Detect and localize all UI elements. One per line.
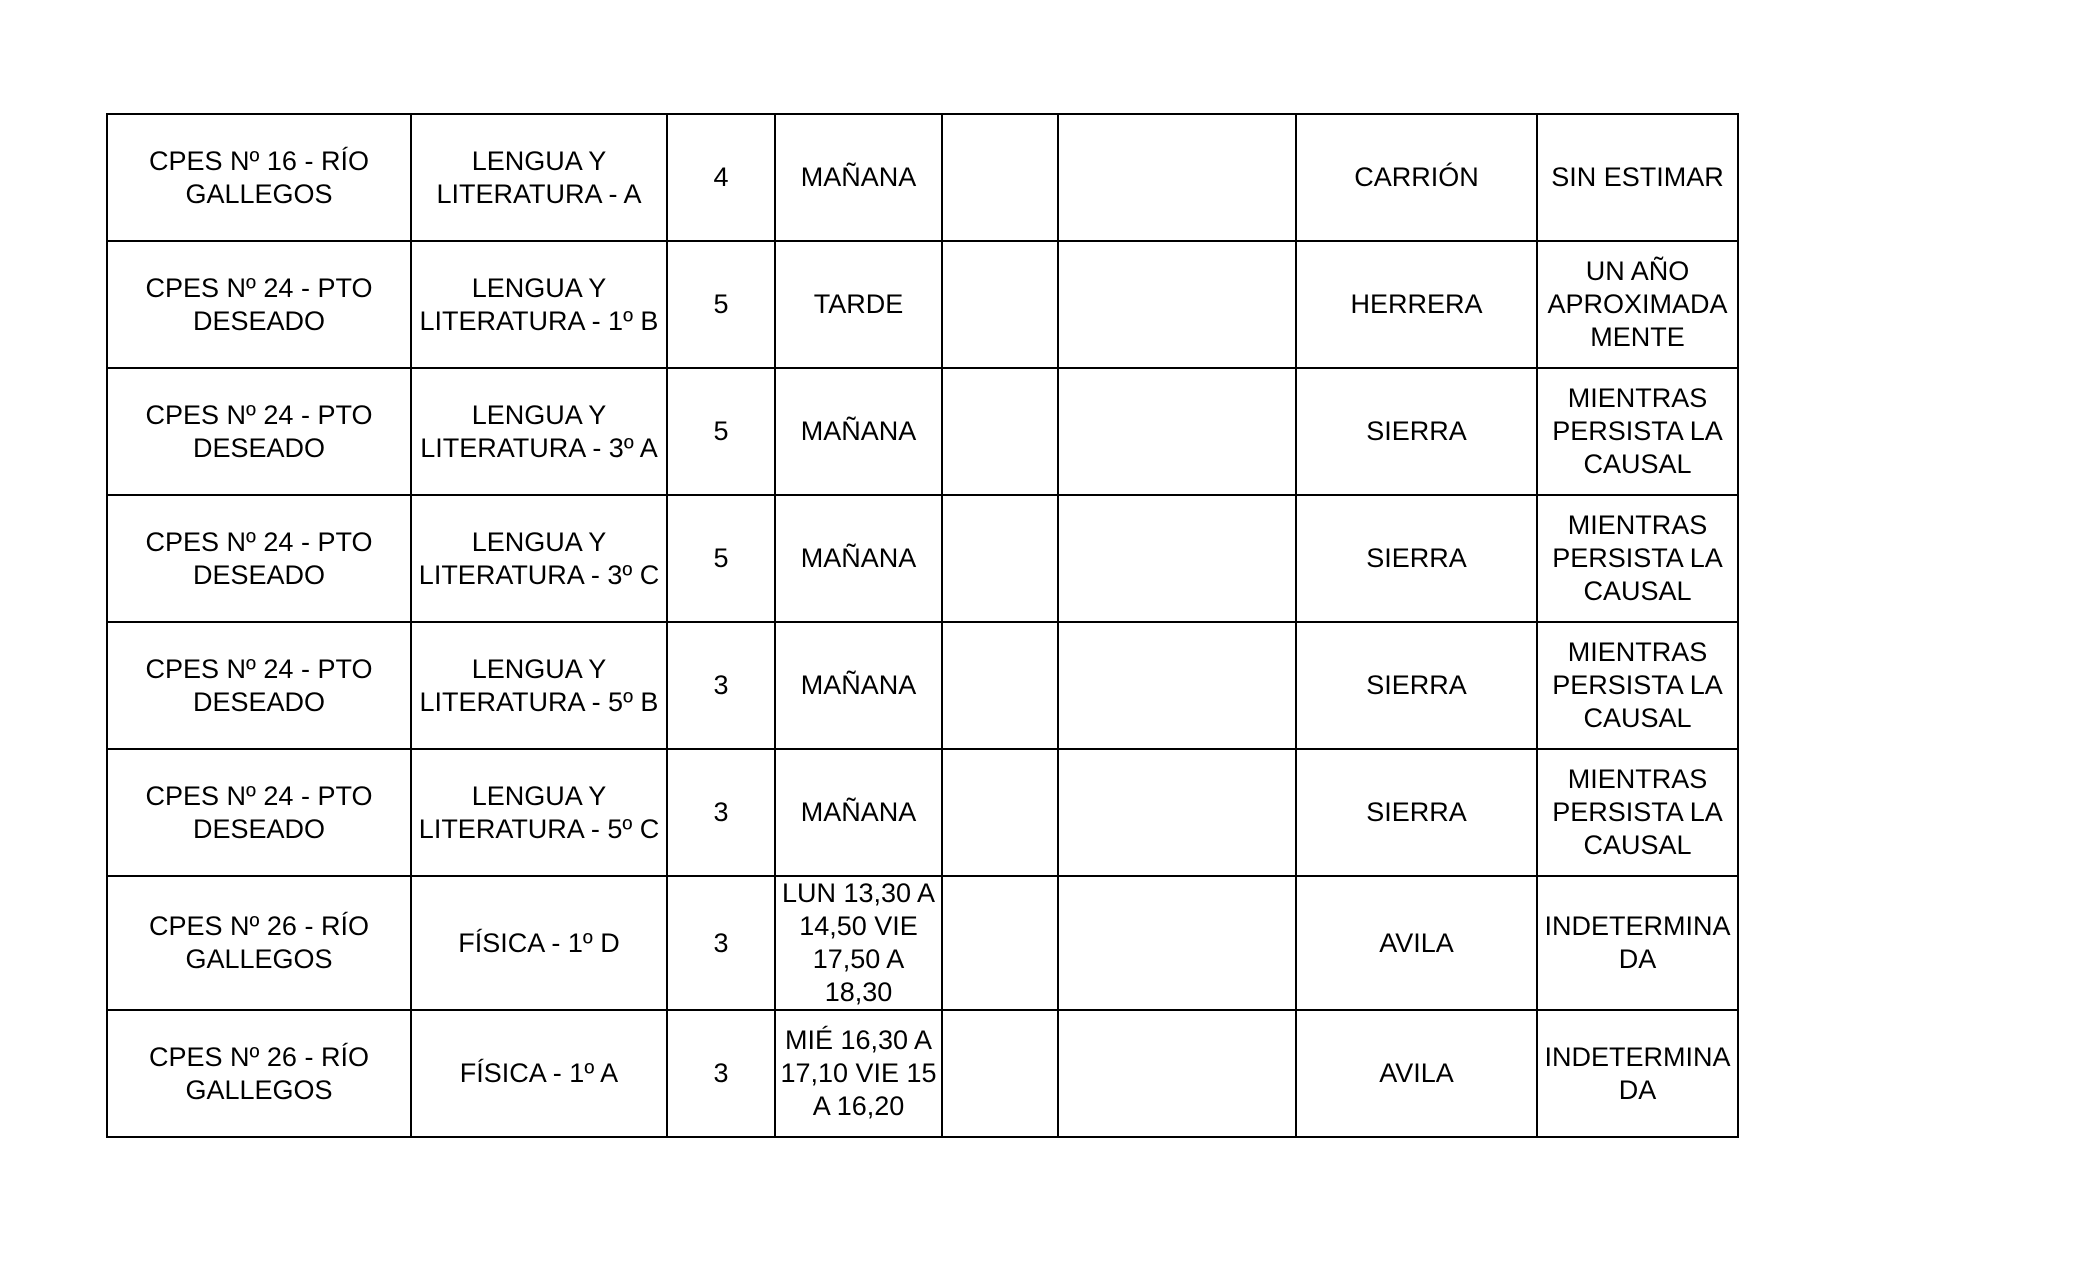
designation-table xyxy=(106,113,1739,1138)
school-cell: CPES Nº 24 - PTO DESEADO xyxy=(107,241,411,368)
teacher-cell: AVILA xyxy=(1296,876,1537,1010)
empty-cell xyxy=(1058,241,1296,368)
school-cell: CPES Nº 26 - RÍO GALLEGOS xyxy=(107,1010,411,1137)
empty-cell xyxy=(1058,495,1296,622)
subject-cell: LENGUA Y LITERATURA - A xyxy=(411,114,667,241)
empty-cell xyxy=(1058,749,1296,876)
subject-cell: LENGUA Y LITERATURA - 3º A xyxy=(411,368,667,495)
shift-cell: MAÑANA xyxy=(775,749,942,876)
duration-cell: MIENTRAS PERSISTA LA CAUSAL xyxy=(1537,749,1738,876)
empty-cell xyxy=(1058,876,1296,1010)
hours-cell: 3 xyxy=(667,622,775,749)
duration-cell: INDETERMINA DA xyxy=(1537,876,1738,1010)
shift-cell: MAÑANA xyxy=(775,368,942,495)
hours-cell: 4 xyxy=(667,114,775,241)
table-row xyxy=(107,622,1738,749)
shift-cell: MIÉ 16,30 A 17,10 VIE 15 A 16,20 xyxy=(775,1010,942,1137)
subject-cell: FÍSICA - 1º A xyxy=(411,1010,667,1137)
hours-cell: 3 xyxy=(667,1010,775,1137)
teacher-cell: SIERRA xyxy=(1296,749,1537,876)
school-cell: CPES Nº 24 - PTO DESEADO xyxy=(107,749,411,876)
empty-cell xyxy=(1058,1010,1296,1137)
duration-cell: SIN ESTIMAR xyxy=(1537,114,1738,241)
table-row xyxy=(107,114,1738,241)
empty-cell xyxy=(942,622,1058,749)
hours-cell: 5 xyxy=(667,368,775,495)
table-row xyxy=(107,241,1738,368)
empty-cell xyxy=(1058,368,1296,495)
empty-cell xyxy=(1058,114,1296,241)
empty-cell xyxy=(942,368,1058,495)
shift-cell: MAÑANA xyxy=(775,622,942,749)
teacher-cell: SIERRA xyxy=(1296,495,1537,622)
subject-cell: LENGUA Y LITERATURA - 1º B xyxy=(411,241,667,368)
shift-cell: MAÑANA xyxy=(775,495,942,622)
shift-cell: LUN 13,30 A 14,50 VIE 17,50 A 18,30 xyxy=(775,876,942,1010)
subject-cell: LENGUA Y LITERATURA - 5º C xyxy=(411,749,667,876)
shift-cell: TARDE xyxy=(775,241,942,368)
subject-cell: LENGUA Y LITERATURA - 3º C xyxy=(411,495,667,622)
hours-cell: 5 xyxy=(667,241,775,368)
school-cell: CPES Nº 24 - PTO DESEADO xyxy=(107,368,411,495)
empty-cell xyxy=(1058,622,1296,749)
duration-cell: INDETERMINA DA xyxy=(1537,1010,1738,1137)
subject-cell: FÍSICA - 1º D xyxy=(411,876,667,1010)
duration-cell: MIENTRAS PERSISTA LA CAUSAL xyxy=(1537,622,1738,749)
empty-cell xyxy=(942,876,1058,1010)
teacher-cell: SIERRA xyxy=(1296,368,1537,495)
empty-cell xyxy=(942,749,1058,876)
school-cell: CPES Nº 24 - PTO DESEADO xyxy=(107,622,411,749)
subject-cell: LENGUA Y LITERATURA - 5º B xyxy=(411,622,667,749)
table-row xyxy=(107,1010,1738,1137)
empty-cell xyxy=(942,1010,1058,1137)
hours-cell: 3 xyxy=(667,749,775,876)
teacher-cell: SIERRA xyxy=(1296,622,1537,749)
hours-cell: 5 xyxy=(667,495,775,622)
table-row xyxy=(107,495,1738,622)
school-cell: CPES Nº 26 - RÍO GALLEGOS xyxy=(107,876,411,1010)
table-row xyxy=(107,876,1738,1010)
teacher-cell: HERRERA xyxy=(1296,241,1537,368)
duration-cell: MIENTRAS PERSISTA LA CAUSAL xyxy=(1537,495,1738,622)
school-cell: CPES Nº 16 - RÍO GALLEGOS xyxy=(107,114,411,241)
hours-cell: 3 xyxy=(667,876,775,1010)
duration-cell: MIENTRAS PERSISTA LA CAUSAL xyxy=(1537,368,1738,495)
duration-cell: UN AÑO APROXIMADA MENTE xyxy=(1537,241,1738,368)
empty-cell xyxy=(942,495,1058,622)
school-cell: CPES Nº 24 - PTO DESEADO xyxy=(107,495,411,622)
shift-cell: MAÑANA xyxy=(775,114,942,241)
table-body xyxy=(107,114,1738,1137)
teacher-cell: CARRIÓN xyxy=(1296,114,1537,241)
empty-cell xyxy=(942,114,1058,241)
empty-cell xyxy=(942,241,1058,368)
table-row xyxy=(107,368,1738,495)
table-row xyxy=(107,749,1738,876)
teacher-cell: AVILA xyxy=(1296,1010,1537,1137)
